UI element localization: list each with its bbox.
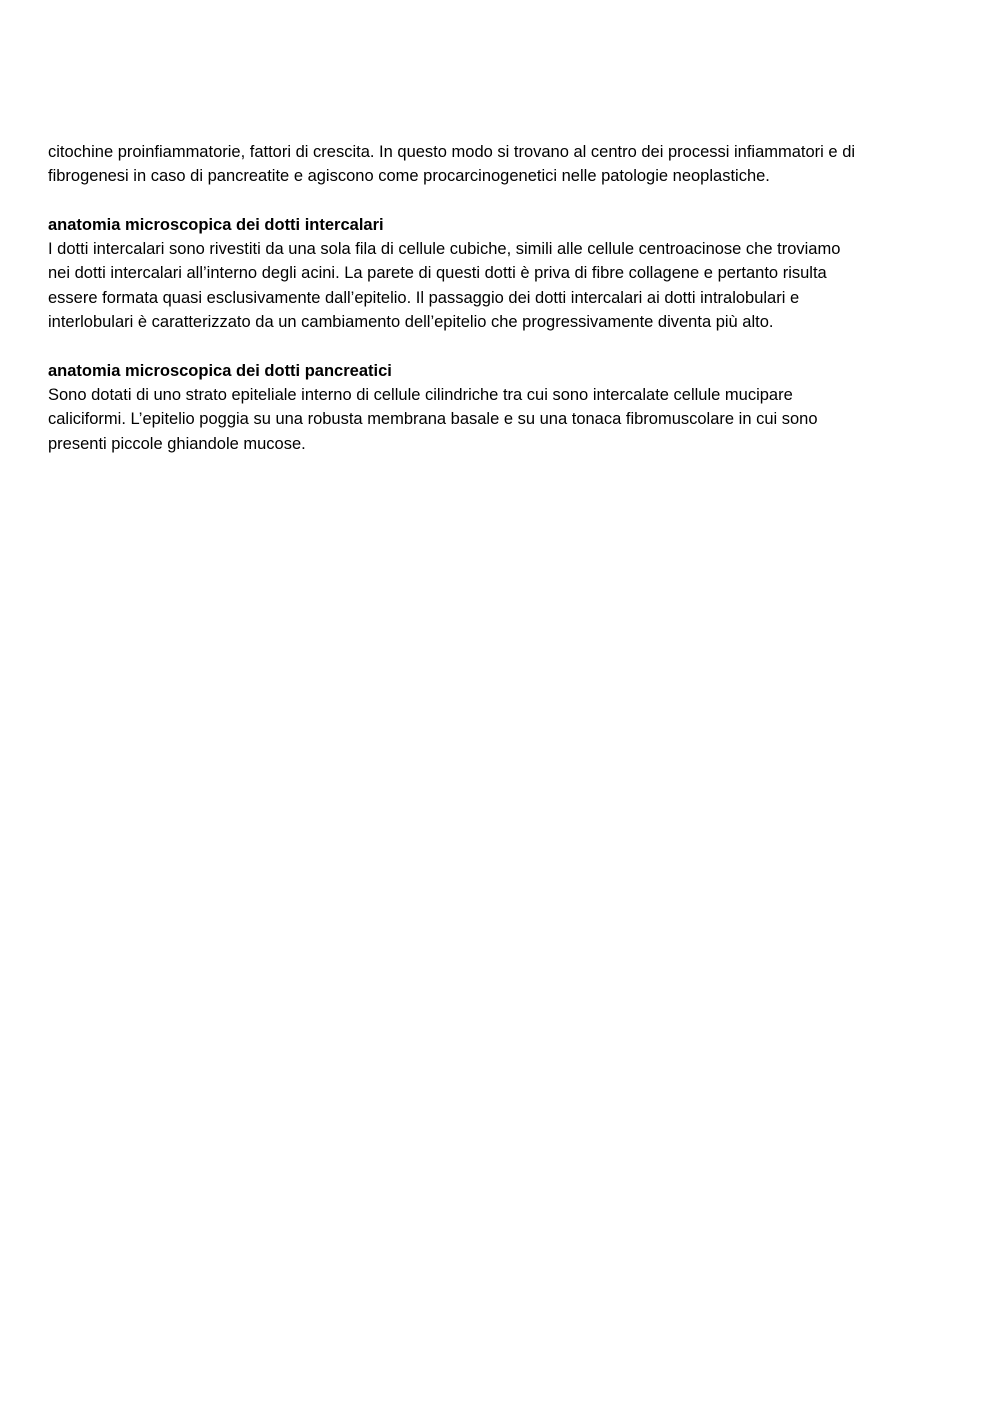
paragraph-line: interlobulari è caratterizzato da un cambiamento dell’epitelio che progressivamente diventa più alto. <box>48 313 774 332</box>
paragraph-spacer <box>48 189 958 213</box>
section-heading: anatomia microscopica dei dotti intercalari <box>48 215 384 234</box>
paragraph-spacer <box>48 334 958 358</box>
paragraph-line: caliciformi. L’epitelio poggia su una robusta membrana basale e su una tonaca fibromuscolare in cui sono <box>48 410 818 429</box>
paragraph-line: essere formata quasi esclusivamente dall’epitelio. Il passaggio dei dotti intercalari ai dotti intralobulari e <box>48 288 800 307</box>
paragraph-line: I dotti intercalari sono rivestiti da una sola fila di cellule cubiche, simili alle cellule centroacinose che troviamo <box>48 240 841 259</box>
intro-paragraph <box>48 140 958 189</box>
section-dotti-pancreatici <box>48 359 958 456</box>
paragraph-line: citochine proinfiammatorie, fattori di crescita. In questo modo si trovano al centro dei processi infiammatori e di <box>48 143 856 161</box>
section-dotti-intercalari <box>48 213 958 334</box>
section-heading: anatomia microscopica dei dotti pancreatici <box>48 361 392 380</box>
paragraph-line: fibrogenesi in caso di pancreatite e agiscono come procarcinogenetici nelle patologie neoplastiche. <box>48 167 770 186</box>
paragraph-line: presenti piccole ghiandole mucose. <box>48 434 306 453</box>
paragraph-line: Sono dotati di uno strato epiteliale interno di cellule cilindriche tra cui sono intercalate cellule mucipare <box>48 385 793 404</box>
paragraph-line: nei dotti intercalari all’interno degli acini. La parete di questi dotti è priva di fibre collagene e pertanto risulta <box>48 264 827 283</box>
document-page <box>48 140 958 456</box>
